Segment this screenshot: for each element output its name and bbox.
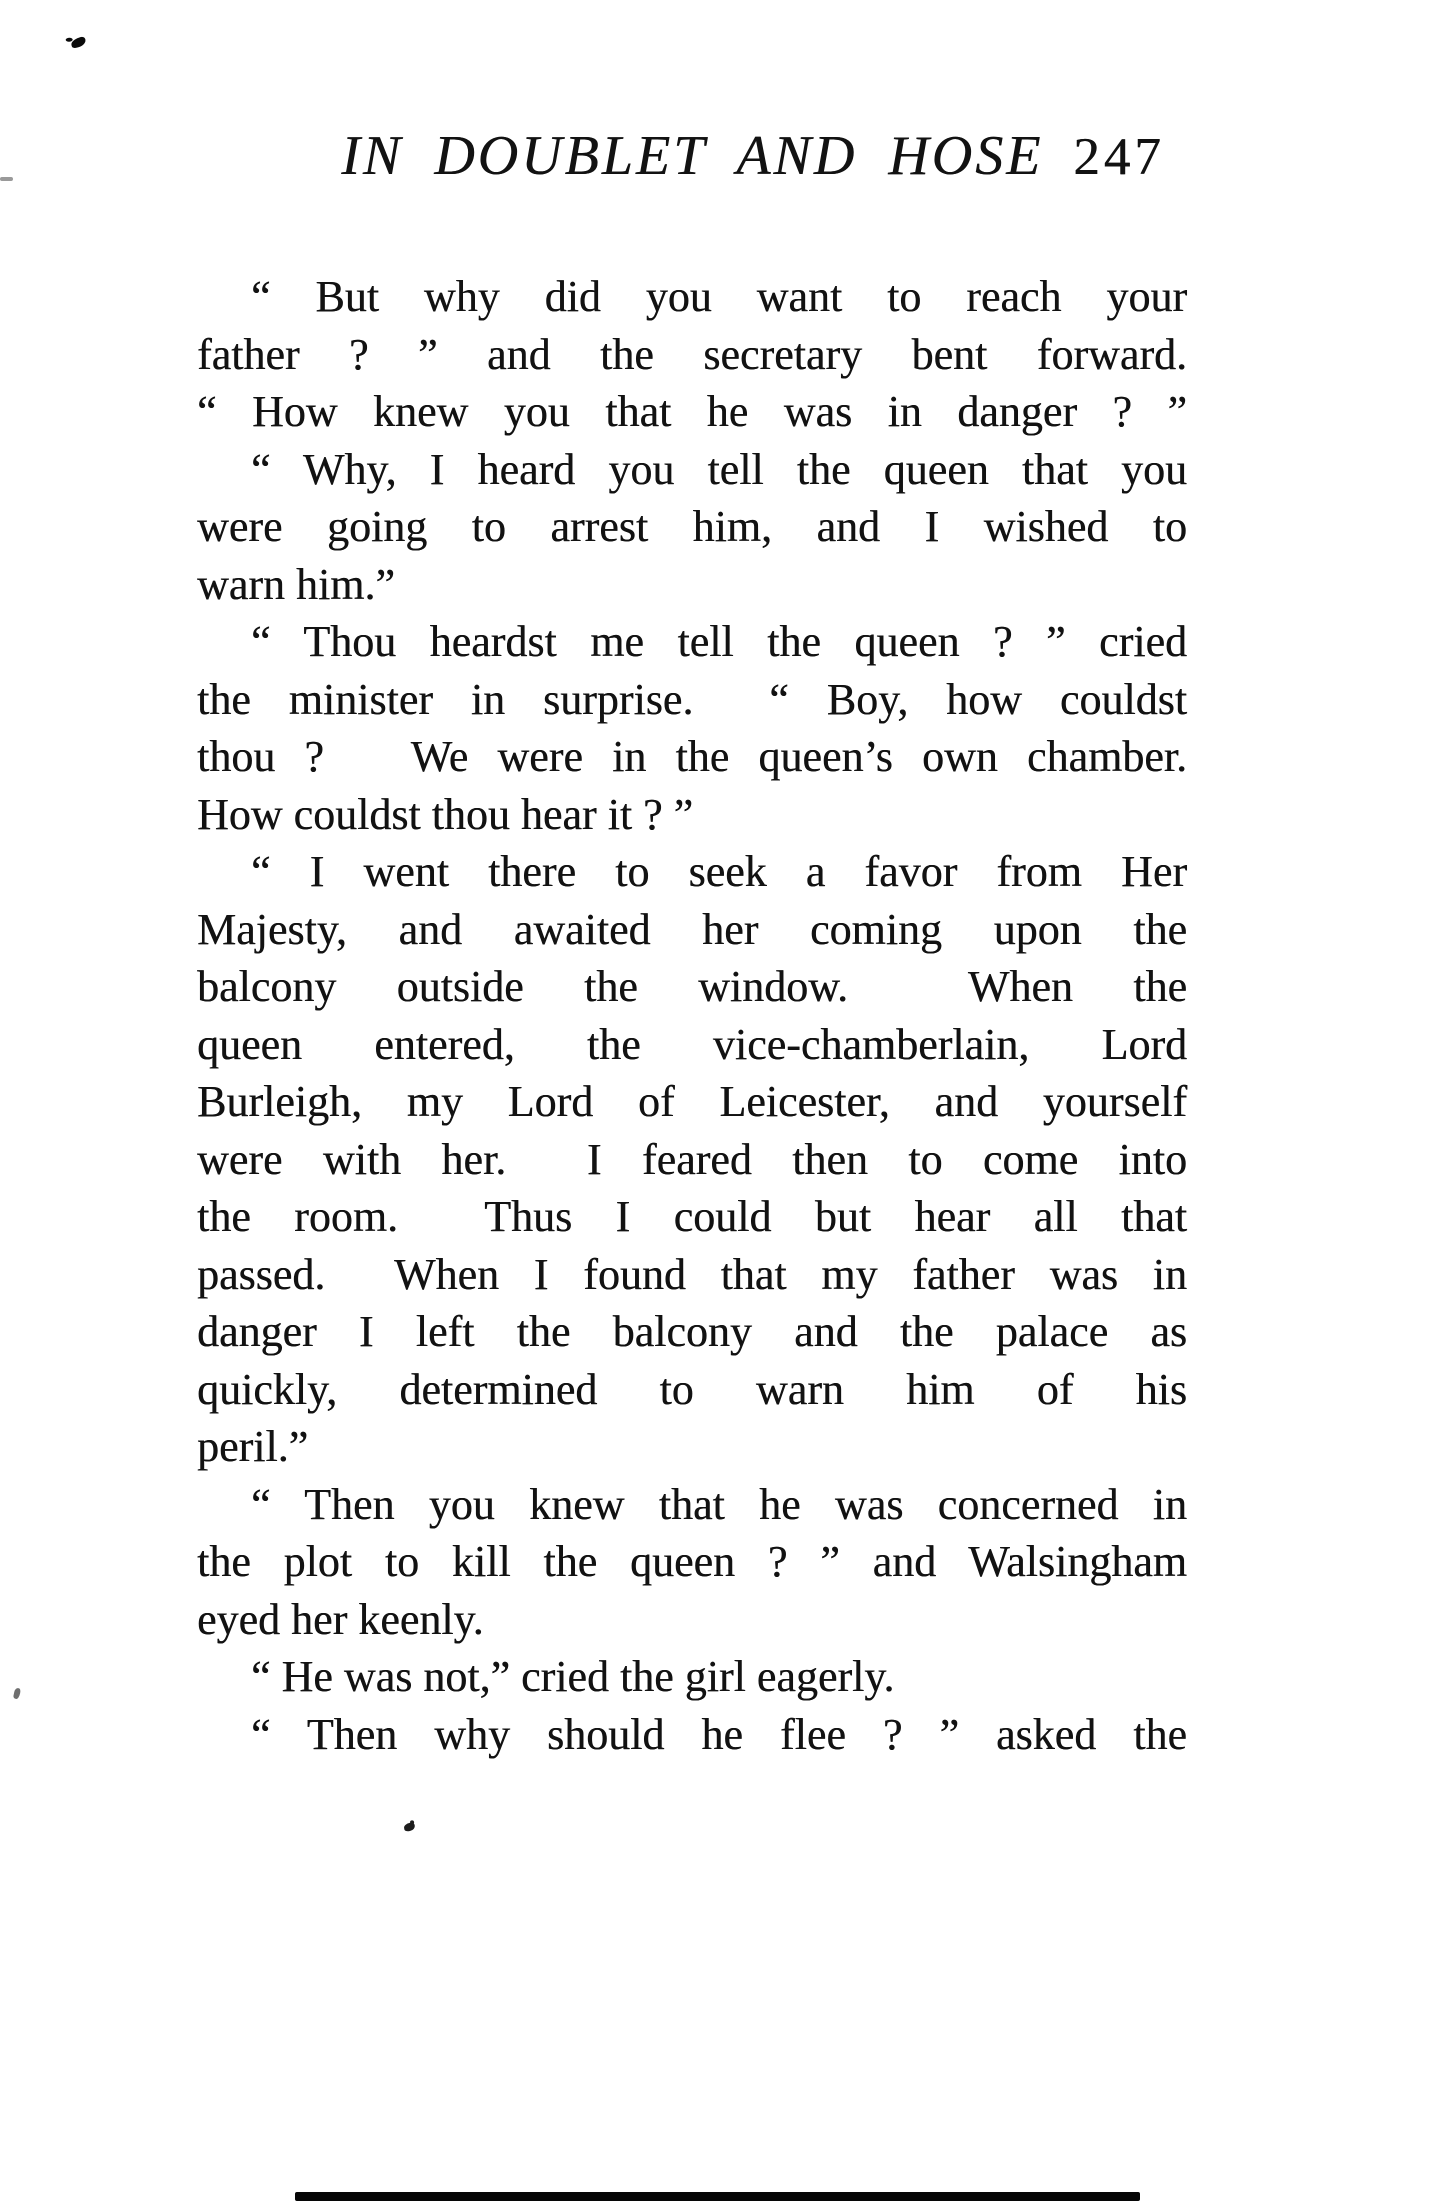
page-number: 247 — [1073, 128, 1165, 186]
text-line: queen entered, the vice-chamberlain, Lord — [197, 1019, 1187, 1069]
text-line: Burleigh, my Lord of Leicester, and yourself — [197, 1077, 1187, 1126]
below-text-speck-artifact — [403, 1822, 415, 1832]
text-line: the room. Thus I could but hear all that — [197, 1192, 1187, 1241]
text-line: “ Thou heardst me tell the queen ? ” cried — [251, 617, 1187, 666]
text-line: Majesty, and awaited her coming upon the — [197, 904, 1187, 954]
left-margin-speck-artifact — [13, 1687, 21, 1699]
bottom-scan-edge-artifact — [295, 2192, 1140, 2201]
text-line: “ Then why should he flee ? ” asked the — [251, 1709, 1187, 1759]
text-line: thou ? We were in the queen’s own chamber. — [197, 732, 1187, 781]
ink-smudge-artifact — [70, 36, 87, 49]
text-line: danger I left the balcony and the palace as — [197, 1307, 1187, 1356]
left-margin-dash-artifact — [0, 177, 13, 181]
body-text-block — [197, 268, 1187, 1763]
text-line: “ How knew you that he was in danger ? ” — [197, 387, 1187, 436]
text-line: “ I went there to seek a favor from Her — [251, 847, 1187, 896]
text-line: were with her. I feared then to come into — [197, 1134, 1187, 1184]
text-line: the minister in surprise. “ Boy, how couldst — [197, 674, 1187, 724]
text-line: the plot to kill the queen ? ” and Walsingham — [197, 1537, 1187, 1586]
page-header — [0, 124, 1456, 188]
running-title: IN DOUBLET AND HOSE — [341, 125, 1044, 187]
text-line: “ But why did you want to reach your — [251, 272, 1187, 321]
text-line: passed. When I found that my father was in — [197, 1249, 1187, 1299]
text-line: warn him.” — [197, 559, 395, 609]
text-line: were going to arrest him, and I wished to — [197, 502, 1187, 551]
text-line: How couldst thou hear it ? ” — [197, 789, 694, 839]
text-line: peril.” — [197, 1422, 309, 1471]
text-line: quickly, determined to warn him of his — [197, 1364, 1187, 1414]
text-line: “ Then you knew that he was concerned in — [251, 1479, 1187, 1529]
text-line: balcony outside the window. When the — [197, 962, 1187, 1011]
text-line: father ? ” and the secretary bent forward. — [197, 329, 1187, 379]
text-line: “ He was not,” cried the girl eagerly. — [251, 1652, 895, 1701]
text-line: “ Why, I heard you tell the queen that you — [251, 444, 1187, 494]
text-line: eyed her keenly. — [197, 1594, 484, 1644]
